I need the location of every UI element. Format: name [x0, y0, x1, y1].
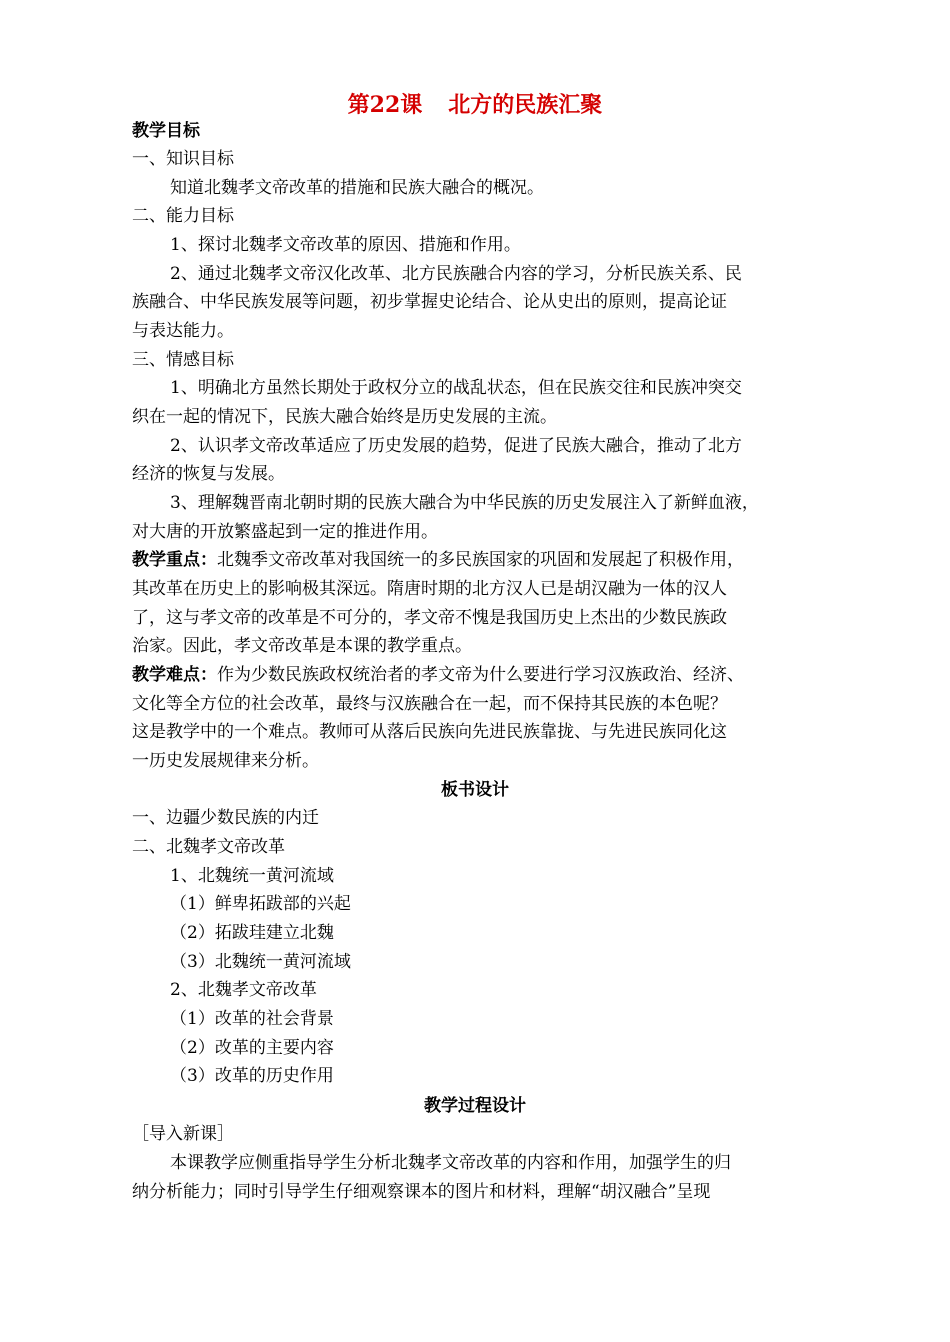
knowledge-line: 知道北魏孝文帝改革的措施和民族大融合的概况。 — [170, 178, 544, 198]
knowledge-heading: 一、知识目标 — [132, 149, 234, 169]
board-item: 一、边疆少数民族的内迁 — [132, 808, 319, 828]
difficulty-text: 作为少数民族政权统治者的孝文帝为什么要进行学习汉族政治、经济、 — [217, 665, 744, 685]
ability-line: 2、通过北魏孝文帝汉化改革、北方民族融合内容的学习，分析民族关系、民 — [170, 264, 742, 284]
emotion-line: 经济的恢复与发展。 — [132, 464, 285, 484]
objectives-heading: 教学目标 — [132, 121, 200, 141]
key-point-line: 其改革在历史上的影响极其深远。隋唐时期的北方汉人已是胡汉融为一体的汉人 — [132, 579, 727, 599]
key-point-line: 了，这与孝文帝的改革是不可分的，孝文帝不愧是我国历史上杰出的少数民族政 — [132, 608, 727, 628]
emotion-heading: 三、情感目标 — [132, 350, 234, 370]
board-item: （3）改革的历史作用 — [170, 1066, 334, 1086]
process-line: 纳分析能力；同时引导学生仔细观察课本的图片和材料，理解“胡汉融合”呈现 — [132, 1182, 711, 1202]
board-item: （1）鲜卑拓跋部的兴起 — [170, 894, 351, 914]
lesson-number: 第22课 — [347, 92, 423, 118]
emotion-line: 2、认识孝文帝改革适应了历史发展的趋势，促进了民族大融合，推动了北方 — [170, 436, 742, 456]
ability-line: 族融合、中华民族发展等问题，初步掌握史论结合、论从史出的原则，提高论证 — [132, 292, 727, 312]
board-item: 2、北魏孝文帝改革 — [170, 980, 317, 1000]
key-point-text: 北魏季文帝改革对我国统一的多民族国家的巩固和发展起了积极作用， — [217, 550, 744, 570]
ability-line: 1、探讨北魏孝文帝改革的原因、措施和作用。 — [170, 235, 521, 255]
board-item: （2）改革的主要内容 — [170, 1038, 334, 1058]
board-heading: 板书设计 — [441, 780, 509, 800]
difficulty-line — [132, 665, 744, 685]
difficulty-label: 教学难点： — [132, 665, 217, 685]
emotion-line: 织在一起的情况下，民族大融合始终是历史发展的主流。 — [132, 407, 557, 427]
difficulty-line: 文化等全方位的社会改革，最终与汉族融合在一起，而不保持其民族的本色呢？ — [132, 694, 727, 714]
intro-label: ［导入新课］ — [132, 1124, 234, 1144]
lesson-name: 北方的民族汇聚 — [448, 92, 603, 118]
board-item: （3）北魏统一黄河流域 — [170, 952, 351, 972]
board-item: （1）改革的社会背景 — [170, 1009, 334, 1029]
difficulty-line: 一历史发展规律来分析。 — [132, 751, 319, 771]
page-title — [0, 88, 950, 119]
difficulty-line: 这是教学中的一个难点。教师可从落后民族向先进民族靠拢、与先进民族同化这 — [132, 722, 727, 742]
key-point-line: 治家。因此，孝文帝改革是本课的教学重点。 — [132, 636, 472, 656]
board-item: 1、北魏统一黄河流域 — [170, 866, 334, 886]
ability-line: 与表达能力。 — [132, 321, 234, 341]
process-line: 本课教学应侧重指导学生分析北魏孝文帝改革的内容和作用，加强学生的归 — [170, 1153, 731, 1173]
board-item: 二、北魏孝文帝改革 — [132, 837, 285, 857]
key-point-line — [132, 550, 744, 570]
emotion-line: 3、理解魏晋南北朝时期的民族大融合为中华民族的历史发展注入了新鲜血液， — [170, 493, 759, 513]
emotion-line: 1、明确北方虽然长期处于政权分立的战乱状态，但在民族交往和民族冲突交 — [170, 378, 742, 398]
ability-heading: 二、能力目标 — [132, 206, 234, 226]
board-item: （2）拓跋珪建立北魏 — [170, 923, 334, 943]
process-heading: 教学过程设计 — [424, 1096, 526, 1116]
emotion-line: 对大唐的开放繁盛起到一定的推进作用。 — [132, 522, 438, 542]
key-point-label: 教学重点： — [132, 550, 217, 570]
